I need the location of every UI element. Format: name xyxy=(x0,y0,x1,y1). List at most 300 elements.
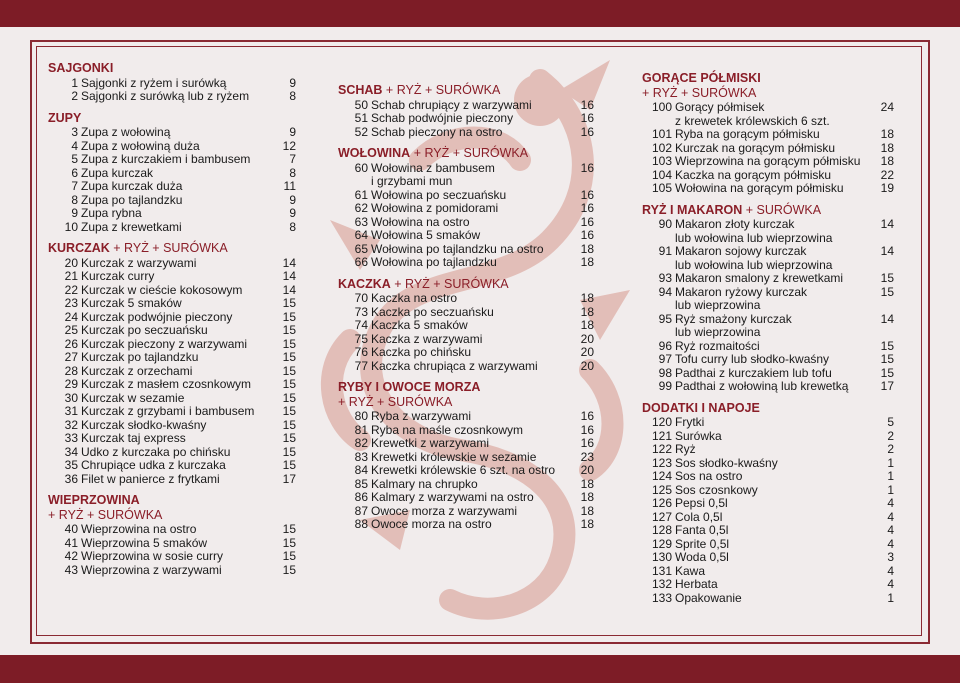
section-title-text: GORĄCE PÓŁMISKI xyxy=(642,71,761,85)
item-name xyxy=(675,169,870,183)
item-number: 42 xyxy=(64,549,78,563)
section-title-extra: + RYŻ + SURÓWKA xyxy=(410,146,529,160)
menu-item xyxy=(48,257,296,271)
item-name xyxy=(81,419,272,433)
item-number: 26 xyxy=(64,336,78,351)
item-price: 16 xyxy=(580,214,594,229)
item-number: 88 xyxy=(354,517,368,531)
menu-section xyxy=(642,72,894,196)
section-title-text: ZUPY xyxy=(48,110,82,125)
section-title-extra: + RYŻ + SURÓWKA xyxy=(382,83,501,97)
menu-item xyxy=(338,189,594,203)
section-title-extra: + SURÓWKA xyxy=(742,202,822,217)
item-price: 16 xyxy=(580,228,594,242)
item-price: 16 xyxy=(580,422,594,437)
item-name-line: Ryba z warzywami xyxy=(371,409,472,423)
item-name xyxy=(371,112,570,126)
item-number: 82 xyxy=(354,436,368,450)
menu-item xyxy=(642,340,894,354)
item-name xyxy=(675,565,870,579)
item-price: 18 xyxy=(580,291,594,305)
item-name xyxy=(81,180,272,194)
item-name xyxy=(675,245,870,272)
menu-item xyxy=(642,565,894,579)
menu-item xyxy=(642,430,894,444)
section-title xyxy=(642,72,894,86)
item-price: 15 xyxy=(880,365,894,380)
item-name-line: Wieprzowina na ostro xyxy=(81,522,197,536)
item-name-line: Frytki xyxy=(675,415,705,429)
item-name-line2: lub wieprzowina xyxy=(675,298,761,312)
item-price: 18 xyxy=(580,255,594,269)
item-number: 132 xyxy=(651,577,672,591)
item-name xyxy=(371,478,570,492)
item-name xyxy=(81,221,272,235)
item-number: 27 xyxy=(64,350,78,364)
menu-item xyxy=(642,524,894,538)
item-name-line: Owoce morza z warzywami xyxy=(371,503,518,518)
section-title xyxy=(48,494,296,508)
item-name-line: Schab podwójnie pieczony xyxy=(371,111,514,125)
item-price: 15 xyxy=(282,350,296,364)
section-title xyxy=(338,147,594,161)
menu-item xyxy=(48,564,296,578)
section-title-extra: + RYŻ + SURÓWKA xyxy=(109,241,228,255)
item-name xyxy=(675,286,870,313)
item-price: 14 xyxy=(282,282,296,297)
item-price: 18 xyxy=(580,304,594,319)
item-price: 15 xyxy=(880,271,894,285)
item-price: 15 xyxy=(282,404,296,418)
item-name-line: Pepsi 0,5l xyxy=(675,496,728,510)
menu-section xyxy=(642,204,894,394)
menu-item xyxy=(642,551,894,565)
item-number: 31 xyxy=(64,404,78,418)
item-number: 20 xyxy=(64,255,78,270)
item-price: 14 xyxy=(880,217,894,231)
item-price: 9 xyxy=(289,125,296,139)
menu-section xyxy=(642,402,894,606)
item-name-line: Owoce morza na ostro xyxy=(371,517,492,531)
item-price: 20 xyxy=(580,358,594,373)
item-price: 18 xyxy=(880,127,894,141)
item-price: 16 xyxy=(580,111,594,125)
item-name-line: Wołowina po tajlandzku xyxy=(371,255,497,269)
menu-item xyxy=(48,378,296,392)
item-price: 18 xyxy=(580,241,594,256)
item-number: 52 xyxy=(354,124,368,139)
section-title-text: RYŻ I MAKARON xyxy=(642,202,743,217)
menu-item xyxy=(48,432,296,446)
menu-item xyxy=(338,292,594,306)
item-name xyxy=(675,443,870,457)
item-number: 124 xyxy=(651,469,672,483)
menu-item xyxy=(642,313,894,340)
section-title xyxy=(642,204,894,218)
item-name-line: Kurczak taj express xyxy=(81,431,186,445)
item-name xyxy=(675,511,870,525)
section-title xyxy=(642,402,894,416)
menu-item xyxy=(48,365,296,379)
item-price: 16 xyxy=(580,201,594,215)
item-name-line: Herbata xyxy=(675,577,718,591)
item-name xyxy=(371,346,570,360)
item-number: 73 xyxy=(354,304,368,319)
menu-item xyxy=(48,523,296,537)
item-number: 62 xyxy=(354,201,368,215)
item-name xyxy=(675,142,870,156)
item-name-line: Opakowanie xyxy=(675,590,742,605)
item-name-line: Kaczka po chińsku xyxy=(371,345,472,359)
item-price: 15 xyxy=(880,338,894,353)
item-number: 102 xyxy=(651,140,672,155)
item-name xyxy=(675,497,870,511)
item-name-line: Chrupiące udka z kurczaka xyxy=(81,458,226,472)
item-price: 4 xyxy=(887,577,894,591)
menu-item xyxy=(338,333,594,347)
item-name-line: Gorący półmisek xyxy=(675,100,765,114)
section-title xyxy=(338,381,594,395)
item-name-line: Wołowina z pomidorami xyxy=(371,201,499,215)
item-name-line: Kurczak na gorącym półmisku xyxy=(675,140,836,155)
item-price: 16 xyxy=(580,409,594,423)
item-price: 18 xyxy=(580,517,594,531)
menu-item xyxy=(338,464,594,478)
item-price: 8 xyxy=(289,89,296,103)
menu-item xyxy=(48,297,296,311)
item-name-line: Kaczka chrupiąca z warzywami xyxy=(371,358,538,373)
item-name xyxy=(81,257,272,271)
menu-item xyxy=(48,550,296,564)
item-name xyxy=(81,324,272,338)
item-price: 12 xyxy=(282,138,296,153)
menu-item xyxy=(48,459,296,473)
item-number: 87 xyxy=(354,503,368,518)
item-price: 20 xyxy=(580,345,594,359)
item-number: 34 xyxy=(64,444,78,459)
item-price: 24 xyxy=(880,100,894,114)
menu-item xyxy=(48,153,296,167)
item-number: 131 xyxy=(651,563,672,578)
item-name xyxy=(675,592,870,606)
item-name-line: Wieprzowina w sosie curry xyxy=(81,549,224,563)
menu-item xyxy=(48,77,296,91)
menu-section xyxy=(48,494,296,577)
item-number: 77 xyxy=(354,358,368,373)
item-name xyxy=(675,367,870,381)
menu-item xyxy=(642,142,894,156)
item-name xyxy=(371,360,570,374)
item-name xyxy=(371,216,570,230)
section-title-text: WIEPRZOWINA xyxy=(48,493,140,507)
item-name-line: Kurczak z masłem czosnkowym xyxy=(81,377,252,391)
item-number: 103 xyxy=(651,154,672,168)
item-name-line2: lub wołowina lub wieprzowina xyxy=(675,230,833,245)
item-number: 21 xyxy=(64,269,78,283)
item-name xyxy=(675,457,870,471)
section-title-text: SAJGONKI xyxy=(48,61,114,75)
item-name xyxy=(81,523,272,537)
menu-item xyxy=(642,101,894,128)
item-number: 6 xyxy=(71,165,78,180)
menu-item xyxy=(48,419,296,433)
item-number: 35 xyxy=(64,458,78,472)
menu-item xyxy=(642,578,894,592)
item-price: 2 xyxy=(887,428,894,443)
menu-item xyxy=(48,90,296,104)
menu-item xyxy=(642,443,894,457)
menu-item xyxy=(48,324,296,338)
item-name-line: Kurczak z warzywami xyxy=(81,255,197,270)
menu-item xyxy=(338,491,594,505)
item-number: 125 xyxy=(651,482,672,497)
item-name xyxy=(675,551,870,565)
item-price: 15 xyxy=(282,562,296,577)
menu-item xyxy=(48,446,296,460)
item-name-line: Wołowina po tajlandzku na ostro xyxy=(371,241,544,256)
item-name-line: Wołowina z bambusem xyxy=(371,160,495,175)
menu-item xyxy=(338,410,594,424)
item-price: 15 xyxy=(282,444,296,459)
menu-item xyxy=(48,405,296,419)
item-name xyxy=(81,365,272,379)
item-number: 104 xyxy=(651,167,672,182)
item-name xyxy=(371,437,570,451)
menu-item xyxy=(642,457,894,471)
menu-item xyxy=(48,207,296,221)
item-price: 18 xyxy=(580,318,594,332)
item-price: 5 xyxy=(887,415,894,429)
item-price: 8 xyxy=(289,219,296,234)
menu-item xyxy=(48,473,296,487)
item-name xyxy=(81,405,272,419)
item-name-line: Makaron ryżowy kurczak xyxy=(675,284,808,299)
menu-item xyxy=(642,511,894,525)
item-name-line: Kaczka na ostro xyxy=(371,291,458,305)
item-name-line: Kurczak słodko-kwaśny xyxy=(81,417,207,432)
item-price: 15 xyxy=(880,284,894,299)
item-name-line: Kurczak w sezamie xyxy=(81,390,185,405)
item-name xyxy=(371,410,570,424)
item-price: 1 xyxy=(887,469,894,483)
item-number: 64 xyxy=(354,228,368,242)
item-number: 129 xyxy=(651,536,672,551)
menu-item xyxy=(338,319,594,333)
item-price: 7 xyxy=(289,152,296,166)
menu-item xyxy=(48,311,296,325)
item-name xyxy=(675,524,870,538)
item-name-line: Sprite 0,5l xyxy=(675,536,730,551)
item-name xyxy=(81,297,272,311)
item-name xyxy=(81,432,272,446)
item-price: 9 xyxy=(289,75,296,90)
item-name xyxy=(675,380,870,394)
menu-item xyxy=(338,99,594,113)
menu-item xyxy=(338,360,594,374)
menu-section xyxy=(48,62,296,104)
item-name-line: Wołowina po seczuańsku xyxy=(371,187,507,202)
section-title-text: RYBY I OWOCE MORZA xyxy=(338,380,481,394)
section-title-text: WOŁOWINA xyxy=(338,146,411,160)
item-number: 123 xyxy=(651,455,672,470)
item-number: 32 xyxy=(64,417,78,432)
item-name-line: Kurczak po tajlandzku xyxy=(81,350,199,364)
item-name xyxy=(371,229,570,243)
item-name-line: Wieprzowina 5 smaków xyxy=(81,535,208,550)
item-name xyxy=(675,416,870,430)
item-price: 4 xyxy=(887,509,894,524)
item-name xyxy=(81,167,272,181)
item-name-line: Kaczka 5 smaków xyxy=(371,318,468,332)
item-name-line: Tofu curry lub słodko-kwaśny xyxy=(675,352,830,366)
section-subtitle: + RYŻ + SURÓWKA xyxy=(48,507,163,522)
menu-item xyxy=(48,126,296,140)
menu-item xyxy=(642,592,894,606)
menu-item xyxy=(642,155,894,169)
item-price: 22 xyxy=(880,167,894,182)
item-name-line: Zupa z wołowiną duża xyxy=(81,138,200,153)
item-number: 40 xyxy=(64,522,78,536)
item-name-line: Zupa z wołowiną xyxy=(81,125,171,139)
item-name xyxy=(81,351,272,365)
item-name xyxy=(675,182,870,196)
item-number: 91 xyxy=(658,244,672,258)
menu-item xyxy=(48,338,296,352)
menu-column-middle xyxy=(338,84,594,532)
item-name xyxy=(675,578,870,592)
bottom-band xyxy=(0,655,960,683)
item-number: 84 xyxy=(354,463,368,477)
section-title xyxy=(338,84,594,98)
item-price: 16 xyxy=(580,436,594,450)
item-name xyxy=(81,378,272,392)
item-name xyxy=(81,446,272,460)
item-number: 74 xyxy=(354,318,368,332)
item-price: 15 xyxy=(282,549,296,563)
item-name-line: Krewetki królewskie w sezamie xyxy=(371,449,537,464)
menu-item xyxy=(338,216,594,230)
menu-item xyxy=(338,505,594,519)
item-name-line: Wołowina na gorącym półmisku xyxy=(675,181,844,195)
menu-section xyxy=(338,84,594,139)
item-name xyxy=(81,126,272,140)
item-name-line: Kurczak curry xyxy=(81,269,155,283)
item-price: 8 xyxy=(289,165,296,180)
item-name-line: Filet w panierce z frytkami xyxy=(81,471,220,486)
item-number: 3 xyxy=(71,125,78,139)
item-number: 130 xyxy=(651,550,672,564)
item-number: 99 xyxy=(658,379,672,393)
item-number: 25 xyxy=(64,323,78,337)
item-number: 120 xyxy=(651,415,672,429)
item-name-line: Sos słodko-kwaśny xyxy=(675,455,778,470)
menu-item xyxy=(642,497,894,511)
item-name-line2: i grzybami mun xyxy=(371,174,453,188)
item-name xyxy=(371,243,570,257)
item-number: 43 xyxy=(64,562,78,577)
menu-item xyxy=(338,346,594,360)
item-name xyxy=(371,451,570,465)
item-name-line2: lub wołowina lub wieprzowina xyxy=(675,257,833,272)
menu-section xyxy=(338,381,594,532)
menu-item xyxy=(338,229,594,243)
item-name xyxy=(81,392,272,406)
menu-item xyxy=(642,169,894,183)
item-number: 51 xyxy=(354,111,368,125)
item-number: 83 xyxy=(354,449,368,464)
item-name xyxy=(675,340,870,354)
item-number: 65 xyxy=(354,241,368,256)
item-number: 61 xyxy=(354,187,368,202)
section-subtitle: + RYŻ + SURÓWKA xyxy=(338,394,453,409)
item-name-line: Wołowina 5 smaków xyxy=(371,228,481,242)
item-price: 14 xyxy=(880,311,894,326)
menu-item xyxy=(642,353,894,367)
item-price: 15 xyxy=(282,323,296,337)
menu-item xyxy=(642,218,894,245)
item-name-line: Schab chrupiący z warzywami xyxy=(371,97,532,112)
item-name-line: Zupa rybna xyxy=(81,206,142,220)
item-name-line: Schab pieczony na ostro xyxy=(371,124,503,139)
menu-item xyxy=(48,537,296,551)
item-number: 76 xyxy=(354,345,368,359)
item-number: 66 xyxy=(354,255,368,269)
menu-item xyxy=(48,351,296,365)
item-price: 18 xyxy=(880,140,894,155)
menu-section xyxy=(338,147,594,270)
item-price: 15 xyxy=(282,535,296,550)
item-name-line: Kawa xyxy=(675,563,706,578)
item-price: 1 xyxy=(887,455,894,470)
menu-item xyxy=(642,286,894,313)
item-name xyxy=(675,430,870,444)
item-number: 8 xyxy=(71,192,78,207)
item-name xyxy=(81,550,272,564)
item-name-line: Padthai z wołowiną lub krewetką xyxy=(675,379,849,393)
item-name xyxy=(675,484,870,498)
menu-item xyxy=(642,367,894,381)
menu-item xyxy=(642,416,894,430)
item-number: 133 xyxy=(651,590,672,605)
item-name-line: Padthai z kurczakiem lub tofu xyxy=(675,365,832,380)
item-name xyxy=(81,77,272,91)
item-number: 24 xyxy=(64,309,78,324)
item-name-line: Woda 0,5l xyxy=(675,550,729,564)
item-price: 18 xyxy=(580,476,594,491)
item-name xyxy=(675,128,870,142)
item-name-line: Krewetki królewskie 6 szt. na ostro xyxy=(371,463,556,477)
item-price: 16 xyxy=(580,97,594,112)
menu-item xyxy=(48,167,296,181)
item-name xyxy=(675,155,870,169)
menu-item xyxy=(48,180,296,194)
item-price: 18 xyxy=(580,490,594,504)
item-name-line: Wieprzowina z warzywami xyxy=(81,562,222,577)
item-price: 4 xyxy=(887,496,894,510)
item-number: 127 xyxy=(651,509,672,524)
menu-item xyxy=(338,424,594,438)
menu-section xyxy=(48,242,296,486)
item-price: 3 xyxy=(887,550,894,564)
item-name-line: Zupa po tajlandzku xyxy=(81,192,183,207)
item-price: 19 xyxy=(880,181,894,195)
item-name-line: Makaron sojowy kurczak xyxy=(675,244,807,258)
menu-item xyxy=(642,245,894,272)
item-name-line: Kaczka na gorącym półmisku xyxy=(675,167,832,182)
item-number: 80 xyxy=(354,409,368,423)
item-name xyxy=(675,272,870,286)
item-number: 1 xyxy=(71,75,78,90)
